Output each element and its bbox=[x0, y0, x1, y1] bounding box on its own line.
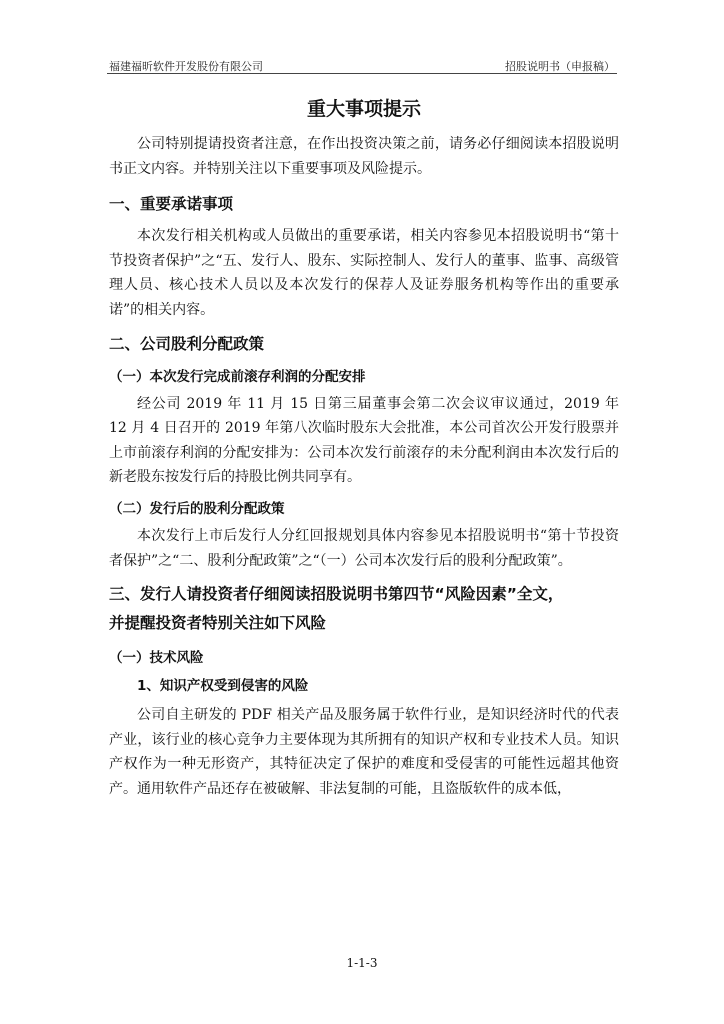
page-header bbox=[107, 56, 617, 74]
page-number: 1-1-3 bbox=[346, 956, 378, 970]
page-content bbox=[109, 90, 619, 802]
intro-paragraph: 公司特别提请投资者注意，在作出投资决策之前，请务必仔细阅读本招股说明书正文内容。并特别关注以下重要事项及风险提示。 bbox=[109, 136, 619, 177]
section3-heading-line1: 三、发行人请投资者仔细阅读招股说明书第四节“风险因素”全文， bbox=[109, 585, 564, 604]
section1-heading: 一、重要承诺事项 bbox=[109, 195, 234, 214]
section2-heading: 二、公司股利分配政策 bbox=[109, 334, 265, 353]
section2-sub1-paragraph: 经公司 2019 年 11 月 15 日第三届董事会第二次会议审议通过，2019 年 12 月 4 日召开的 2019 年第八次临时股东大会批准，本公司首次公开发行股票并上市前滚存利润的分配安排为：公司本次发行前滚存的未分配利润由本次发行后的新老股东按发行后的持股比例共同享有。 bbox=[109, 395, 619, 486]
section2-sub2-heading: （二）发行后的股利分配政策 bbox=[109, 500, 285, 517]
section3-heading-line2: 并提醒投资者特别关注如下风险 bbox=[109, 614, 327, 633]
page-title: 重大事项提示 bbox=[306, 98, 421, 120]
header-divider bbox=[107, 73, 617, 74]
section3-sub1-heading: （一）技术风险 bbox=[109, 650, 204, 667]
header-document-type: 招股说明书（申报稿） bbox=[505, 60, 615, 73]
section2-sub1-heading: （一）本次发行完成前滚存利润的分配安排 bbox=[109, 368, 366, 385]
section3-item1-paragraph: 公司自主研发的 PDF 相关产品及服务属于软件行业，是知识经济时代的代表产业，该行业的核心竞争力主要体现为其所拥有的知识产权和专业技术人员。知识产权作为一种无形资产，其特征决定了保护的难度和受侵害的可能性远超其他资产。通用软件产品还存在被破解、非法复制的可能，且盗版软件的成本低， bbox=[109, 707, 619, 797]
section2-sub2-paragraph: 本次发行上市后发行人分红回报规划具体内容参见本招股说明书“第十节投资者保护”之“二、股利分配政策”之“（一）公司本次发行后的股利分配政策”。 bbox=[109, 527, 619, 569]
section1-paragraph: 本次发行相关机构或人员做出的重要承诺，相关内容参见本招股说明书“第十节投资者保护”之“五、发行人、股东、实际控制人、发行人的董事、监事、高级管理人员、核心技术人员以及本次发行的保荐人及证券服务机构等作出的重要承诺”的相关内容。 bbox=[109, 228, 619, 318]
header-company-name: 福建福昕软件开发股份有限公司 bbox=[109, 60, 263, 73]
section3-item1-heading: 1、知识产权受到侵害的风险 bbox=[137, 678, 309, 695]
